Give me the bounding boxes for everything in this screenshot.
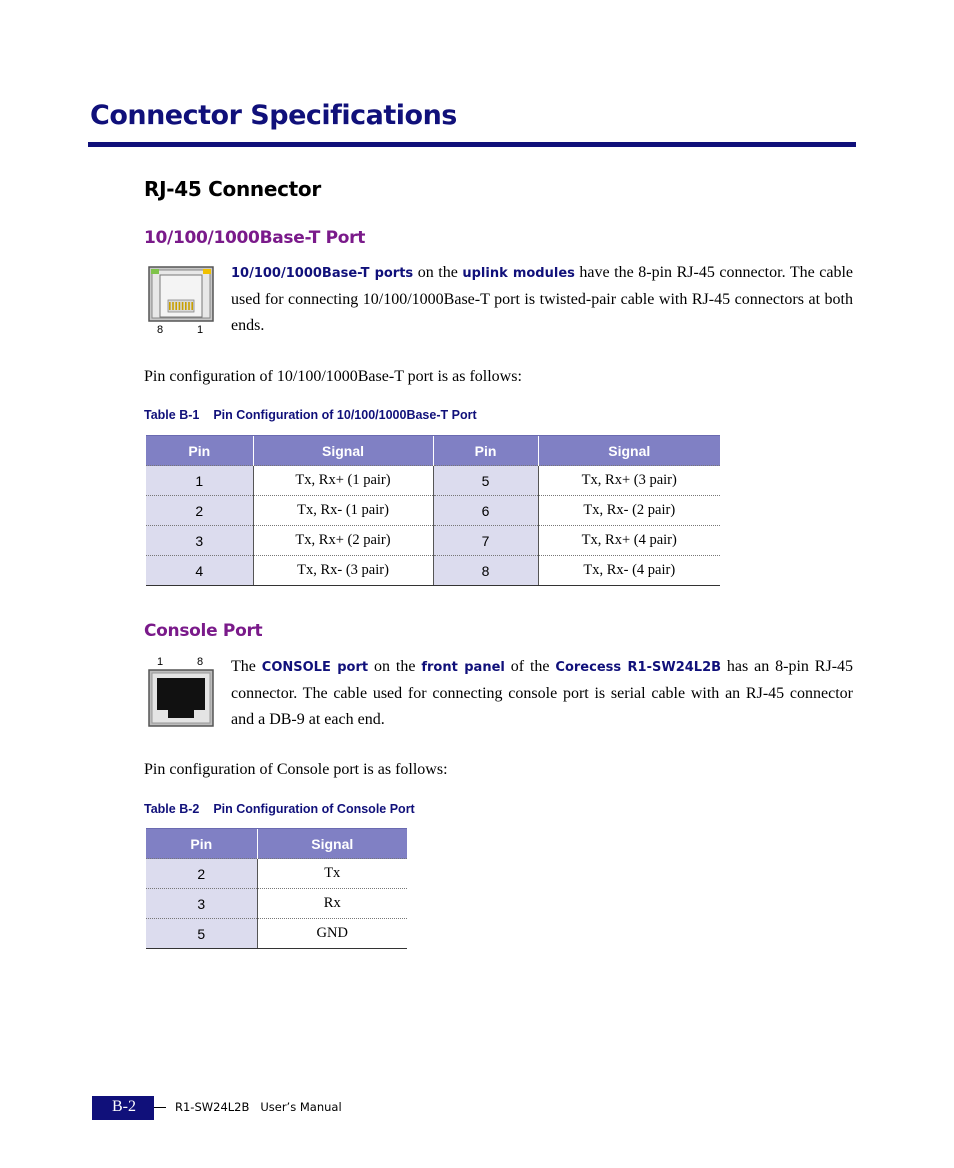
gbe-pin-label-left: 8 xyxy=(157,324,164,336)
console-table-number: Table B-2 xyxy=(144,802,200,816)
console-table-caption-text: Pin Configuration of Console Port xyxy=(213,802,415,816)
page-title: Connector Specifications xyxy=(90,100,457,131)
pin-number-cell: 7 xyxy=(433,526,538,556)
footer-manual-title: R1-SW24L2B User’s Manual xyxy=(175,1100,342,1114)
signal-cell: GND xyxy=(257,919,407,949)
signal-cell: Tx, Rx- (4 pair) xyxy=(538,556,720,586)
signal-cell: Tx, Rx+ (2 pair) xyxy=(253,526,433,556)
table-row xyxy=(146,889,407,919)
pin-number-cell: 6 xyxy=(433,496,538,526)
text-run: on the xyxy=(413,264,463,281)
highlighted-term: front panel xyxy=(421,660,505,675)
text-run: The xyxy=(231,658,262,675)
console-pin-table xyxy=(146,828,407,949)
text-run: have the 8-pin RJ-45 connector. The cable used for connecting 10/100/1000Base-T port is twisted-pair cable with RJ-45 connectors at both ends. xyxy=(231,264,854,334)
column-header: Signal xyxy=(253,436,433,466)
table-row xyxy=(146,526,720,556)
table-row xyxy=(146,496,720,526)
highlighted-term: Corecess R1-SW24L2B xyxy=(555,660,722,675)
footer-page-number: B-2 xyxy=(92,1096,154,1120)
column-header: Pin xyxy=(433,436,538,466)
console-pin-intro: Pin configuration of Console port is as follows: xyxy=(144,761,448,778)
column-header: Signal xyxy=(538,436,720,466)
table-row xyxy=(146,466,720,496)
signal-cell: Tx, Rx- (3 pair) xyxy=(253,556,433,586)
pin-number-cell: 1 xyxy=(146,466,253,496)
pin-number-cell: 3 xyxy=(146,889,257,919)
pin-number-cell: 2 xyxy=(146,859,257,889)
rj45-console-jack-icon xyxy=(148,669,214,732)
console-heading: Console Port xyxy=(144,621,263,641)
column-header: Pin xyxy=(146,436,253,466)
table-row xyxy=(146,919,407,949)
section-title: RJ-45 Connector xyxy=(144,177,321,201)
pin-number-cell: 3 xyxy=(146,526,253,556)
gbe-table-caption-text: Pin Configuration of 10/100/1000Base-T Port xyxy=(213,408,477,422)
signal-cell: Tx, Rx- (1 pair) xyxy=(253,496,433,526)
highlighted-term: CONSOLE port xyxy=(261,660,369,675)
gbe-table-number: Table B-1 xyxy=(144,408,200,422)
highlighted-term: uplink modules xyxy=(462,266,575,281)
console-pin-label-left: 1 xyxy=(157,656,164,668)
signal-cell: Tx, Rx+ (4 pair) xyxy=(538,526,720,556)
pin-number-cell: 8 xyxy=(433,556,538,586)
pin-number-cell: 4 xyxy=(146,556,253,586)
console-pin-label-right: 8 xyxy=(197,656,204,668)
column-header: Pin xyxy=(146,829,257,859)
gbe-heading: 10/100/1000Base-T Port xyxy=(144,228,366,248)
gbe-pin-intro: Pin configuration of 10/100/1000Base-T port is as follows: xyxy=(144,368,522,385)
title-rule xyxy=(88,142,856,147)
table-row xyxy=(146,556,720,586)
highlighted-term: 10/100/1000Base-T ports xyxy=(231,266,414,281)
text-run: has an 8-pin RJ-45 connector. The cable used for connecting console port is serial cable with an RJ-45 connector and a DB-9 at each end. xyxy=(231,658,854,728)
column-header: Signal xyxy=(257,829,407,859)
signal-cell: Tx xyxy=(257,859,407,889)
console-description xyxy=(231,654,853,733)
gbe-description xyxy=(231,260,853,339)
pin-number-cell: 5 xyxy=(146,919,257,949)
pin-number-cell: 2 xyxy=(146,496,253,526)
signal-cell: Tx, Rx- (2 pair) xyxy=(538,496,720,526)
footer-divider xyxy=(154,1107,166,1108)
gbe-table-caption xyxy=(144,408,477,422)
gbe-pin-label-right: 1 xyxy=(197,324,204,336)
console-table-caption xyxy=(144,802,415,816)
rj45-ethernet-jack-icon xyxy=(148,266,214,327)
signal-cell: Tx, Rx+ (1 pair) xyxy=(253,466,433,496)
text-run: of the xyxy=(504,658,556,675)
gbe-pin-table xyxy=(146,435,720,586)
signal-cell: Tx, Rx+ (3 pair) xyxy=(538,466,720,496)
text-run: on the xyxy=(368,658,422,675)
table-row xyxy=(146,859,407,889)
pin-number-cell: 5 xyxy=(433,466,538,496)
signal-cell: Rx xyxy=(257,889,407,919)
